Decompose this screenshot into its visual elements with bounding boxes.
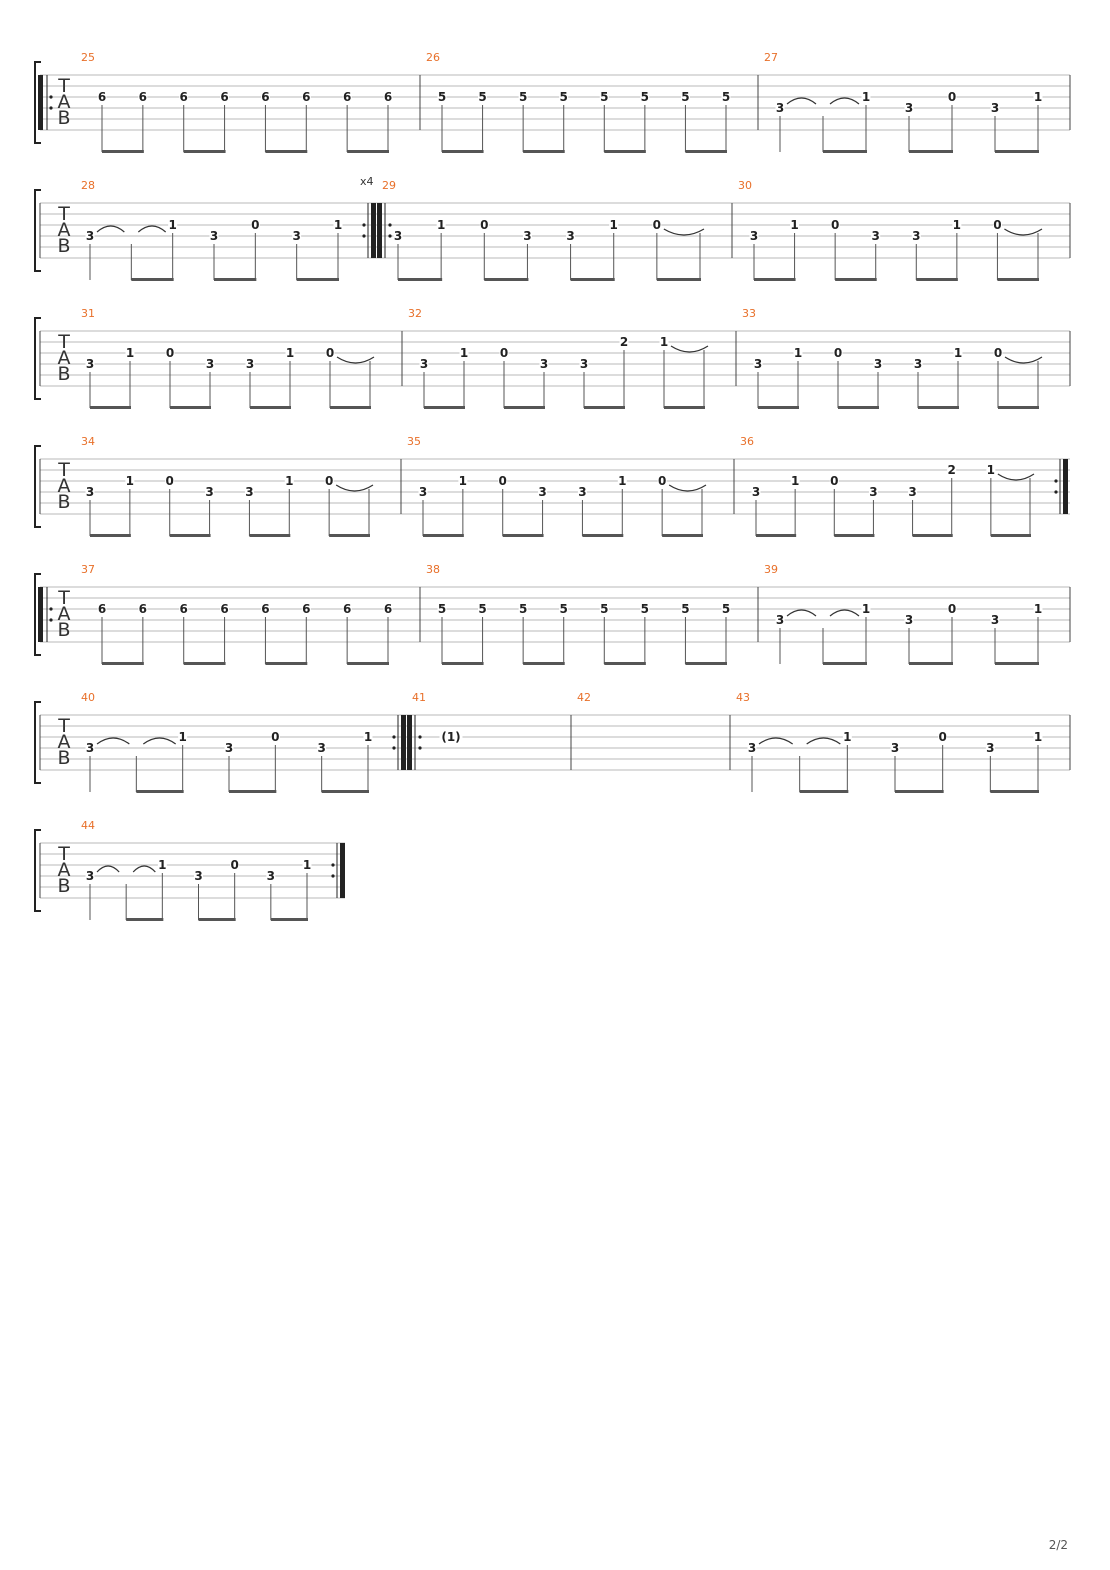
measure-number: 33 [742,307,756,320]
tab-clef-letter: A [57,91,71,113]
repeat-dot [362,234,365,237]
repeat-end-thick-bar [371,203,376,258]
fret-number: 0 [993,346,1003,360]
measure-number: 35 [407,435,421,448]
fret-number: 3 [85,869,95,883]
beam [523,662,565,665]
fret-number: 1 [861,90,871,104]
repeat-dot [1054,490,1057,493]
beam [657,278,701,281]
beam [90,406,131,409]
fret-number: 6 [383,602,393,616]
fret-number: 1 [986,463,996,477]
repeat-dot [331,863,334,866]
repeat-dot [49,618,52,621]
beam [913,534,953,537]
fret-number: 0 [947,602,957,616]
beam [184,150,226,153]
fret-number: 1 [333,218,343,232]
beam [484,278,528,281]
beam [199,918,236,921]
repeat-dot [49,95,52,98]
fret-number: 3 [904,101,914,115]
tie-arc [143,738,175,744]
fret-number: 3 [869,485,878,499]
fret-number: 6 [302,602,311,616]
fret-number: 5 [600,602,609,616]
fret-number: 5 [640,602,650,616]
beam [265,150,307,153]
fret-number: 2 [619,335,629,349]
fret-number: 6 [220,90,229,104]
tab-clef-letter: B [57,875,71,897]
tab-clef-letter: T [58,587,70,609]
fret-number: 6 [220,602,229,616]
fret-number: 2 [947,463,956,477]
fret-number: 6 [138,90,148,104]
fret-number: 3 [990,101,1000,115]
repeat-end-thick-bar [340,843,345,898]
beam [347,662,389,665]
fret-number: 0 [830,474,839,488]
repeat-end-thick-bar [1063,459,1068,514]
tab-clef-letter: T [58,843,70,865]
tie-arc [807,738,841,744]
tie-arc [1005,357,1042,363]
fret-number: 3 [85,741,95,755]
beam [271,918,308,921]
tie-arc [669,485,706,491]
fret-number: 0 [498,474,507,488]
repeat-dot [388,234,391,237]
beam [582,534,623,537]
tie-arc [336,485,373,491]
fret-number: 3 [85,229,95,243]
fret-number: 0 [324,474,334,488]
beam [442,662,484,665]
fret-number: 1 [843,730,852,744]
beam [584,406,625,409]
fret-number: 0 [271,730,280,744]
fret-number: 1 [168,218,177,232]
fret-number: 3 [292,229,301,243]
tie-arc [671,346,708,352]
fret-number: 0 [251,218,260,232]
fret-number: 5 [437,602,447,616]
beam [995,662,1039,665]
fret-number: 0 [165,346,175,360]
fret-number: 5 [478,90,487,104]
fret-number: 1 [302,858,312,872]
fret-number: (1) [441,730,461,744]
fret-number: 3 [266,869,276,883]
fret-number: 0 [833,346,843,360]
beam [990,790,1039,793]
measure-number: 41 [412,691,426,704]
fret-number: 3 [990,613,1000,627]
fret-number: 6 [261,90,270,104]
measure-number: 30 [738,179,752,192]
beam [604,662,646,665]
beam [347,150,389,153]
fret-number: 3 [85,485,95,499]
beam [838,406,879,409]
fret-number: 3 [245,485,254,499]
beam [126,918,163,921]
fret-number: 0 [230,858,239,872]
beam [265,662,307,665]
fret-number: 3 [890,741,900,755]
fret-number: 1 [618,474,627,488]
measure-number: 44 [81,819,95,832]
repeat-dot [49,607,52,610]
fret-number: 6 [97,90,107,104]
fret-number: 0 [325,346,335,360]
tab-clef-letter: A [57,859,71,881]
fret-number: 3 [85,357,95,371]
measure-number: 43 [736,691,750,704]
fret-number: 0 [830,218,840,232]
tie-arc [97,738,129,744]
tie-arc [664,229,704,235]
repeat-end-thick-bar [401,715,406,770]
beam [102,150,144,153]
tie-arc [998,474,1034,480]
fret-number: 6 [179,90,188,104]
fret-number: 5 [640,90,650,104]
fret-number: 3 [224,741,234,755]
fret-number: 1 [790,474,800,488]
beam [800,790,849,793]
beam [102,662,144,665]
repeat-start-thick-bar [38,75,43,130]
repeat-start-thick-bar [407,715,412,770]
fret-number: 3 [775,613,785,627]
repeat-dot [49,106,52,109]
beam [997,278,1039,281]
beam [834,534,874,537]
beam [131,278,173,281]
fret-number: 1 [125,346,135,360]
measure-number: 37 [81,563,95,576]
beam [398,278,442,281]
tab-clef-letter: A [57,603,71,625]
beam [249,534,290,537]
beam [909,150,953,153]
tie-arc [337,357,374,363]
fret-number: 6 [342,90,352,104]
tie-arc [787,98,816,104]
fret-number: 3 [751,485,761,499]
beam [998,406,1039,409]
fret-number: 1 [1033,730,1043,744]
fret-number: 0 [657,474,667,488]
fret-number: 1 [459,346,469,360]
tab-clef-letter: A [57,731,71,753]
fret-number: 6 [261,602,270,616]
tie-arc [97,226,124,232]
measure-number: 42 [577,691,591,704]
beam [909,662,953,665]
beam [754,278,796,281]
repeat-dot [418,746,421,749]
measure-number: 38 [426,563,440,576]
tab-clef-letter: T [58,715,70,737]
fret-number: 1 [952,218,962,232]
fret-number: 3 [418,485,428,499]
beam [442,150,484,153]
tab-clef-letter: T [58,331,70,353]
fret-number: 5 [559,602,568,616]
beam [297,278,339,281]
repeat-dot [331,874,334,877]
fret-number: 1 [793,346,803,360]
fret-number: 6 [97,602,107,616]
beam [758,406,799,409]
page-number: 2/2 [1048,1538,1068,1552]
fret-number: 3 [908,485,917,499]
measure-number: 27 [764,51,778,64]
repeat-dot [1054,479,1057,482]
beam [823,150,867,153]
fret-number: 3 [205,357,215,371]
tie-arc [830,98,859,104]
fret-number: 5 [721,90,731,104]
tab-clef-letter: B [57,619,71,641]
fret-number: 3 [205,485,214,499]
tab-clef-letter: B [57,491,71,513]
beam [918,406,959,409]
tab-clef-letter: B [57,363,71,385]
beam [170,406,211,409]
repeat-dot [392,735,395,738]
beam [503,534,544,537]
fret-number: 5 [518,602,528,616]
fret-number: 3 [747,741,757,755]
beam [995,150,1039,153]
tab-clef-letter: B [57,235,71,257]
beam [90,534,131,537]
fret-number: 3 [419,357,429,371]
fret-number: 5 [721,602,731,616]
fret-number: 3 [523,229,532,243]
beam [136,790,183,793]
tie-arc [787,610,816,616]
beam [423,534,464,537]
beam [685,150,727,153]
beam [214,278,256,281]
tab-clef-letter: B [57,747,71,769]
tab-clef-letter: A [57,347,71,369]
fret-number: 3 [579,357,589,371]
fret-number: 6 [302,90,311,104]
measure-number: 36 [740,435,754,448]
measure-number: 26 [426,51,440,64]
fret-number: 3 [904,613,914,627]
fret-number: 5 [478,602,487,616]
measure-number: 29 [382,179,396,192]
fret-number: 1 [363,730,373,744]
fret-number: 0 [938,730,947,744]
fret-number: 6 [383,90,393,104]
beam [895,790,944,793]
fret-number: 5 [437,90,447,104]
measure-number: 32 [408,307,422,320]
fret-number: 1 [609,218,618,232]
fret-number: 5 [559,90,568,104]
repeat-dot [362,223,365,226]
fret-number: 6 [138,602,148,616]
beam [571,278,615,281]
fret-number: 3 [986,741,995,755]
fret-number: 3 [317,741,326,755]
beam [835,278,877,281]
fret-number: 1 [1033,602,1043,616]
fret-number: 1 [953,346,963,360]
repeat-dot [418,735,421,738]
measure-number: 39 [764,563,778,576]
measure-number: 34 [81,435,95,448]
tab-clef-letter: A [57,475,71,497]
fret-number: 1 [861,602,871,616]
fret-number: 0 [165,474,174,488]
beam [991,534,1031,537]
beam [662,534,703,537]
fret-number: 5 [681,90,690,104]
fret-number: 0 [947,90,957,104]
fret-number: 3 [753,357,763,371]
fret-number: 0 [652,218,662,232]
tab-clef-letter: T [58,203,70,225]
fret-number: 3 [873,357,883,371]
tab-clef-letter: A [57,219,71,241]
fret-number: 3 [194,869,203,883]
fret-number: 3 [245,357,255,371]
fret-number: 3 [209,229,219,243]
fret-number: 1 [1033,90,1043,104]
beam [664,406,705,409]
fret-number: 5 [681,602,690,616]
fret-number: 1 [659,335,669,349]
fret-number: 3 [775,101,785,115]
measure-number: 31 [81,307,95,320]
tab-clef-letter: T [58,459,70,481]
beam [823,662,867,665]
fret-number: 1 [436,218,446,232]
beam [170,534,211,537]
repeat-start-thick-bar [38,587,43,642]
beam [330,406,371,409]
fret-number: 0 [993,218,1002,232]
fret-number: 5 [600,90,609,104]
tie-arc [97,866,119,872]
beam [523,150,565,153]
fret-number: 1 [790,218,799,232]
tie-arc [1004,229,1042,235]
beam [184,662,226,665]
repeat-dot [388,223,391,226]
tie-arc [133,866,155,872]
fret-number: 1 [125,474,135,488]
beam [322,790,369,793]
tie-arc [830,610,859,616]
fret-number: 3 [539,357,549,371]
fret-number: 1 [158,858,167,872]
fret-number: 5 [518,90,528,104]
tie-arc [759,738,793,744]
beam [604,150,646,153]
repeat-count-label: x4 [360,175,374,188]
fret-number: 1 [285,346,295,360]
fret-number: 3 [393,229,403,243]
beam [250,406,291,409]
fret-number: 1 [285,474,294,488]
beam [685,662,727,665]
measure-number: 40 [81,691,95,704]
beam [229,790,276,793]
beam [424,406,465,409]
fret-number: 1 [178,730,187,744]
tie-arc [138,226,165,232]
fret-number: 3 [913,357,923,371]
beam [916,278,958,281]
fret-number: 0 [499,346,509,360]
fret-number: 6 [179,602,188,616]
repeat-start-thick-bar [377,203,382,258]
fret-number: 3 [912,229,921,243]
beam [756,534,796,537]
repeat-dot [392,746,395,749]
tab-clef-letter: T [58,75,70,97]
fret-number: 0 [480,218,489,232]
tab-clef-letter: B [57,107,71,129]
beam [504,406,545,409]
beam [329,534,370,537]
measure-number: 28 [81,179,95,192]
fret-number: 3 [749,229,759,243]
fret-number: 3 [566,229,575,243]
fret-number: 1 [458,474,468,488]
fret-number: 3 [871,229,880,243]
fret-number: 3 [578,485,587,499]
fret-number: 6 [342,602,352,616]
measure-number: 25 [81,51,95,64]
fret-number: 3 [538,485,547,499]
